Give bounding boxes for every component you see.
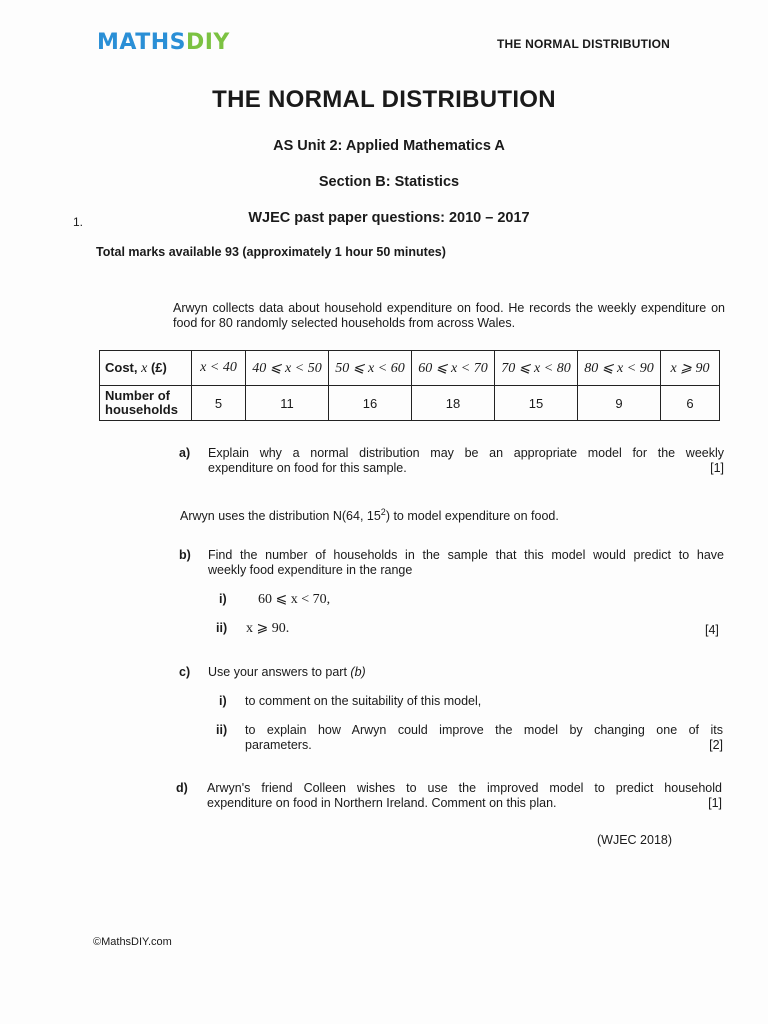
count-cell: 6 [661,386,720,421]
part-a-line2: expenditure on food for this sample. [208,461,407,475]
part-c-text [208,665,366,680]
cost-header [100,351,192,386]
model-text-before: Arwyn uses the distribution N(64, 15 [180,509,381,524]
interval-cell: x ⩾ 90 [661,351,720,386]
expenditure-table [99,350,720,421]
part-a-line2-row [208,461,724,476]
unit-subtitle: AS Unit 2: Applied Mathematics A [273,138,505,154]
count-cell: 18 [412,386,495,421]
part-b-marks: [4] [705,623,719,637]
part-a-marks: [1] [710,461,724,475]
interval-cell: 50 ⩽ x < 60 [329,351,412,386]
cost-header-text: Cost, [105,359,142,375]
part-c-marks: [2] [709,738,723,752]
part-c-text-before: Use your answers to part [208,665,351,679]
source-citation: (WJEC 2018) [597,833,673,847]
interval-cell: x < 40 [192,351,246,386]
count-cell: 9 [578,386,661,421]
document-title: THE NORMAL DISTRIBUTION [212,86,556,113]
count-cell: 16 [329,386,412,421]
total-marks: Total marks available 93 (approximately 1 hour 50 minutes) [96,245,446,259]
part-c-i-label: i) [219,694,227,708]
part-b-line1: Find the number of households in the sample that this model would predict to have [208,548,724,562]
part-b-text [208,548,724,578]
part-b-label: b) [179,548,191,562]
part-d-marks: [1] [708,796,722,810]
model-statement [180,505,559,524]
interval-cell: 70 ⩽ x < 80 [495,351,578,386]
table-row-cost [100,351,720,386]
part-a-line1: Explain why a normal distribution may be an appropriate model for the weekly [208,446,724,460]
model-exponent: 2 [380,507,386,517]
table-row-households [100,386,720,421]
logo-diy: DIY [185,30,230,55]
count-cell: 11 [246,386,329,421]
interval-cell: 60 ⩽ x < 70 [412,351,495,386]
part-d-text [207,781,722,811]
mathsdiy-logo [97,30,230,55]
interval-cell: 80 ⩽ x < 90 [578,351,661,386]
part-c-ii-line2-row [245,738,723,753]
part-a-label: a) [179,446,191,460]
part-d-line1: Arwyn's friend Colleen wishes to use the improved model to predict household [207,781,722,795]
part-b-i-text: 60 ⩽ x < 70, [258,592,331,607]
part-d-line2-row [207,796,722,811]
part-c-ii-line2: parameters. [245,738,312,752]
question-number: 1. [73,215,84,229]
section-subtitle: Section B: Statistics [318,174,460,190]
part-c-label: c) [179,665,191,679]
part-a-text [208,446,724,476]
part-c-ref: (b) [350,665,366,679]
model-text-after: ) to model expenditure on food. [385,509,559,524]
part-b-ii-label: ii) [216,621,228,635]
header-title: THE NORMAL DISTRIBUTION [497,37,671,51]
part-b-line2: weekly food expenditure in the range [208,563,413,577]
interval-cell: 40 ⩽ x < 50 [246,351,329,386]
papers-subtitle: WJEC past paper questions: 2010 – 2017 [248,210,530,226]
households-header: Number of households [100,386,192,421]
cost-header-unit: (£) [147,359,167,375]
count-cell: 5 [192,386,246,421]
count-cell: 15 [495,386,578,421]
part-d-line2: expenditure on food in Northern Ireland. Comment on this plan. [207,796,557,810]
cost-header-var: x [141,360,148,376]
footer-copyright: ©MathsDIY.com [93,936,172,948]
part-d-label: d) [176,781,188,795]
logo-maths: MATHS [97,30,186,55]
part-c-i-text: to comment on the suitability of this model, [245,694,482,708]
part-b-ii-text: x ⩾ 90. [246,621,290,636]
part-c-ii-line1: to explain how Arwyn could improve the model by changing one of its [245,723,723,737]
part-c-ii-label: ii) [216,723,228,737]
part-b-i-label: i) [219,592,227,606]
intro-paragraph: Arwyn collects data about household expenditure on food. He records the weekly expenditure on food for 80 randomly selected households from across Wales. [173,301,725,330]
part-c-ii-text [245,723,723,753]
